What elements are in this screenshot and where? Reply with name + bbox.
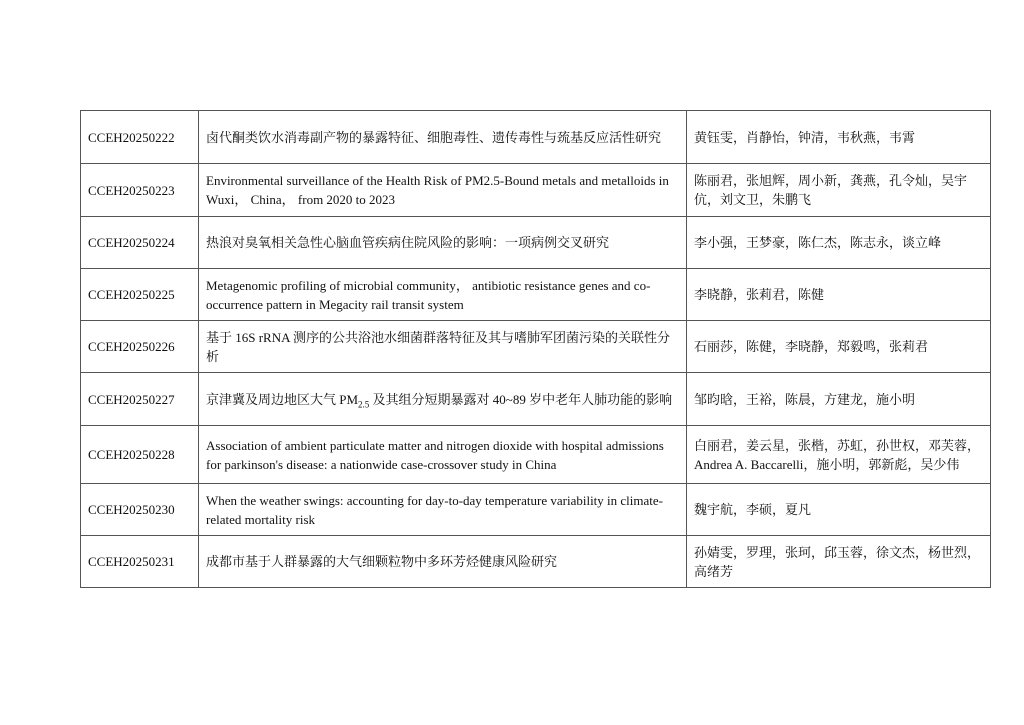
paper-title: Environmental surveillance of the Health Risk of PM2.5-Bound metals and metalloids in Wuxi， China， from 2020 to 2023 — [199, 164, 687, 217]
table-row — [81, 321, 991, 373]
paper-title: 成都市基于人群暴露的大气细颗粒物中多环芳烃健康风险研究 — [199, 536, 687, 588]
paper-title: Metagenomic profiling of microbial community， antibiotic resistance genes and co-occurrence pattern in Megacity rail transit system — [199, 269, 687, 321]
paper-id: CCEH20250230 — [81, 484, 199, 536]
table-row — [81, 111, 991, 164]
paper-id: CCEH20250222 — [81, 111, 199, 164]
paper-title: 卤代酮类饮水消毒副产物的暴露特征、细胞毒性、遗传毒性与巯基反应活性研究 — [199, 111, 687, 164]
paper-authors: 黄钰雯，肖静怡，钟清，韦秋燕，韦霄 — [687, 111, 991, 164]
paper-authors: 李晓静，张莉君，陈健 — [687, 269, 991, 321]
title-subscript: 2.5 — [358, 399, 370, 410]
table-row — [81, 536, 991, 588]
paper-id: CCEH20250224 — [81, 217, 199, 269]
paper-id: CCEH20250227 — [81, 373, 199, 426]
paper-title: 热浪对臭氧相关急性心脑血管疾病住院风险的影响：一项病例交叉研究 — [199, 217, 687, 269]
table-row — [81, 484, 991, 536]
paper-authors: 石丽莎，陈健，李晓静，郑毅鸣，张莉君 — [687, 321, 991, 373]
paper-title: When the weather swings: accounting for day-to-day temperature variability in climate- related mortality risk — [199, 484, 687, 536]
paper-table — [80, 110, 991, 588]
paper-authors: 李小强，王梦豪，陈仁杰，陈志永，谈立峰 — [687, 217, 991, 269]
paper-id: CCEH20250226 — [81, 321, 199, 373]
table-row — [81, 164, 991, 217]
table-row — [81, 217, 991, 269]
paper-authors: 邹昀晗，王裕，陈晨，方建龙，施小明 — [687, 373, 991, 426]
paper-title: 基于 16S rRNA 测序的公共浴池水细菌群落特征及其与嗜肺军团菌污染的关联性分析 — [199, 321, 687, 373]
paper-authors: 魏宇航，李硕，夏凡 — [687, 484, 991, 536]
title-text-before: 京津冀及周边地区大气 PM — [206, 391, 359, 407]
paper-authors: 陈丽君，张旭辉，周小新，龚燕，孔令灿，吴宇伉，刘文卫，朱鹏飞 — [687, 164, 991, 217]
table-row — [81, 373, 991, 426]
paper-id: CCEH20250228 — [81, 426, 199, 484]
paper-id: CCEH20250231 — [81, 536, 199, 588]
table-row — [81, 426, 991, 484]
paper-title — [199, 373, 687, 426]
paper-id: CCEH20250225 — [81, 269, 199, 321]
paper-id: CCEH20250223 — [81, 164, 199, 217]
paper-authors: 孙婧雯，罗理，张珂，邱玉蓉，徐文杰，杨世烈，高绪芳 — [687, 536, 991, 588]
table-row — [81, 269, 991, 321]
paper-title: Association of ambient particulate matter and nitrogen dioxide with hospital admissions for parkinson's disease: a nationwide case-crossover study in China — [199, 426, 687, 484]
paper-authors: 白丽君，姜云星，张楷，苏虹，孙世权，邓芙蓉，Andrea A. Baccarelli，施小明，郭新彪，吴少伟 — [687, 426, 991, 484]
title-text-after: 及其组分短期暴露对 40~89 岁中老年人肺功能的影响 — [369, 391, 673, 407]
